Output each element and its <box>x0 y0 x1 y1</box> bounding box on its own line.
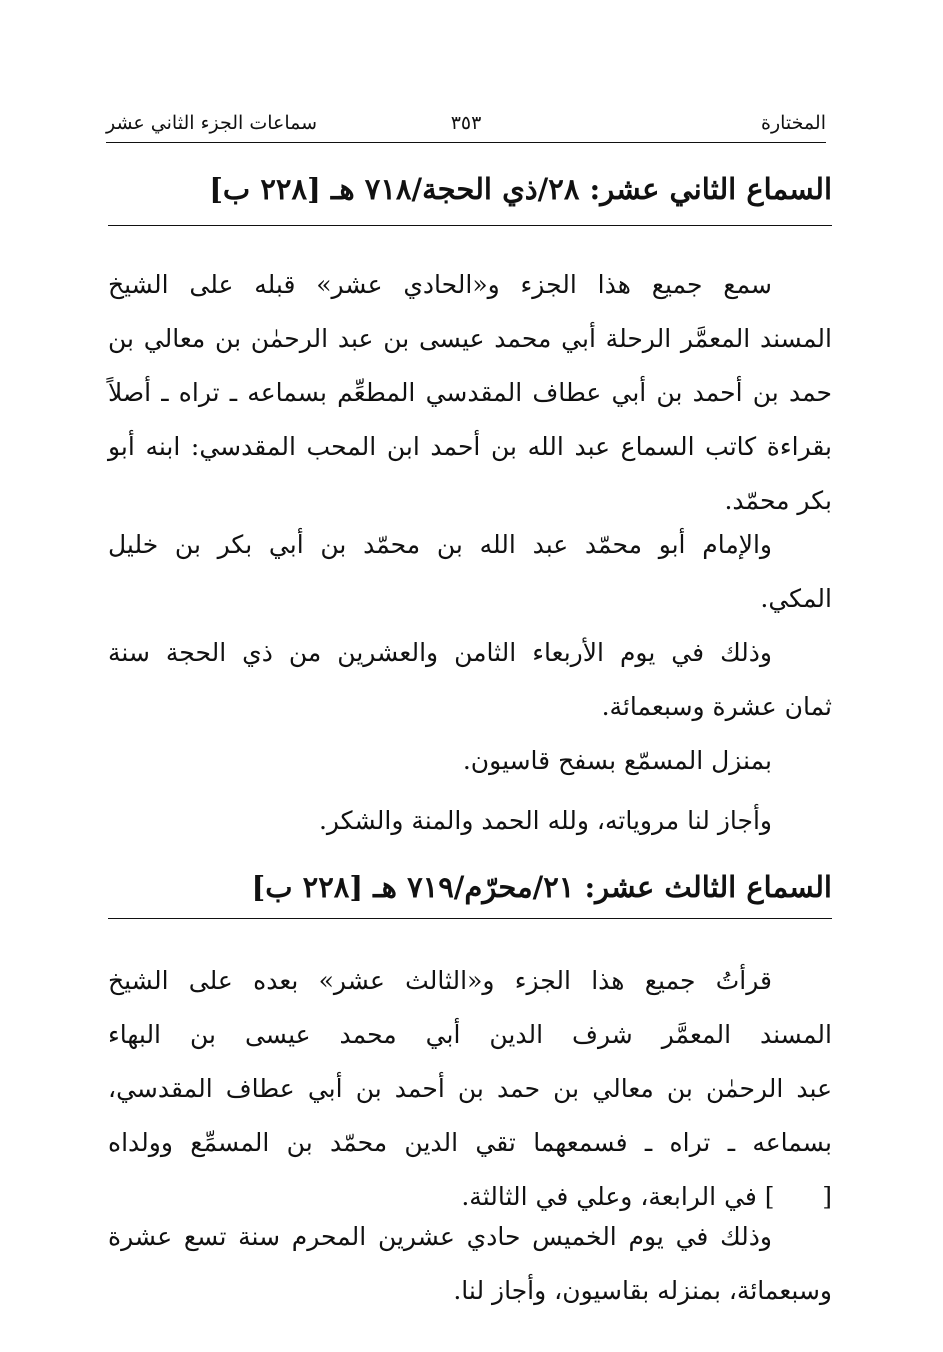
text-line: بمنزل المسمّع بسفح قاسيون. <box>462 746 772 775</box>
section-rule-12 <box>108 225 832 226</box>
text-line: وسبعمائة، بمنزله بقاسيون، وأجاز لنا. <box>453 1276 832 1305</box>
text-line: بقراءة كاتب السماع عبد الله بن أحمد ابن المحب المقدسي: ابنه أبو <box>108 432 832 461</box>
book-title: المختارة <box>761 112 826 134</box>
paragraph-12-3 <box>108 626 832 734</box>
text-line: ثمان عشرة وسبعمائة. <box>601 692 832 721</box>
paragraph-13-2 <box>108 1210 832 1318</box>
text-line: سمع جميع هذا الجزء و«الحادي عشر» قبله على الشيخ <box>108 270 772 299</box>
text-line: المكي. <box>760 584 832 613</box>
text-line: وأجاز لنا مروياته، ولله الحمد والمنة والشكر. <box>318 806 772 835</box>
text-line: المسند المعمَّر شرف الدين أبي محمد عيسى بن البهاء <box>108 1020 832 1049</box>
paragraph-12-2 <box>108 518 832 626</box>
paragraph-12-4 <box>108 734 832 788</box>
header-rule <box>106 142 826 143</box>
running-section-title: سماعات الجزء الثاني عشر <box>106 112 318 134</box>
text-line: وذلك في يوم الخميس حادي عشرين المحرم سنة تسع عشرة <box>108 1222 772 1251</box>
section-heading-13: السماع الثالث عشر: ٢١/محرّم/٧١٩ هـ [٢٢٨ ب] <box>251 870 832 904</box>
running-header <box>106 104 826 144</box>
section-heading-12: السماع الثاني عشر: ٢٨/ذي الحجة/٧١٨ هـ [٢٢٨ ب] <box>209 172 832 206</box>
paragraph-13-1 <box>108 954 832 1224</box>
text-line: والإمام أبو محمّد عبد الله بن محمّد بن أبي بكر بن خليل <box>108 530 772 559</box>
page-number: ٣٥٣ <box>450 112 482 134</box>
text-line: المسند المعمَّر الرحلة أبي محمد عيسى بن عبد الرحمٰن بن معالي بن <box>108 324 832 353</box>
text-line: بكر محمّد. <box>724 486 832 515</box>
section-rule-13 <box>108 918 832 919</box>
paragraph-12-5 <box>108 794 832 848</box>
text-line: وذلك في يوم الأربعاء الثامن والعشرين من ذي الحجة سنة <box>108 638 773 667</box>
text-line: حمد بن أحمد بن أبي عطاف المقدسي المطعِّم بسماعه ـ تراه ـ أصلاً <box>108 378 832 407</box>
text-line: عبد الرحمٰن بن معالي بن حمد بن أحمد بن أبي عطاف المقدسي، <box>108 1074 832 1103</box>
paragraph-12-1 <box>108 258 832 528</box>
text-line: بسماعه ـ تراه ـ فسمعهما تقي الدين محمّد بن المسمِّع وولداه <box>108 1128 832 1157</box>
text-line: [ ] في الرابعة، وعلي في الثالثة. <box>461 1182 832 1211</box>
text-line: قرأتُ جميع هذا الجزء و«الثالث عشر» بعده على الشيخ <box>108 966 772 995</box>
